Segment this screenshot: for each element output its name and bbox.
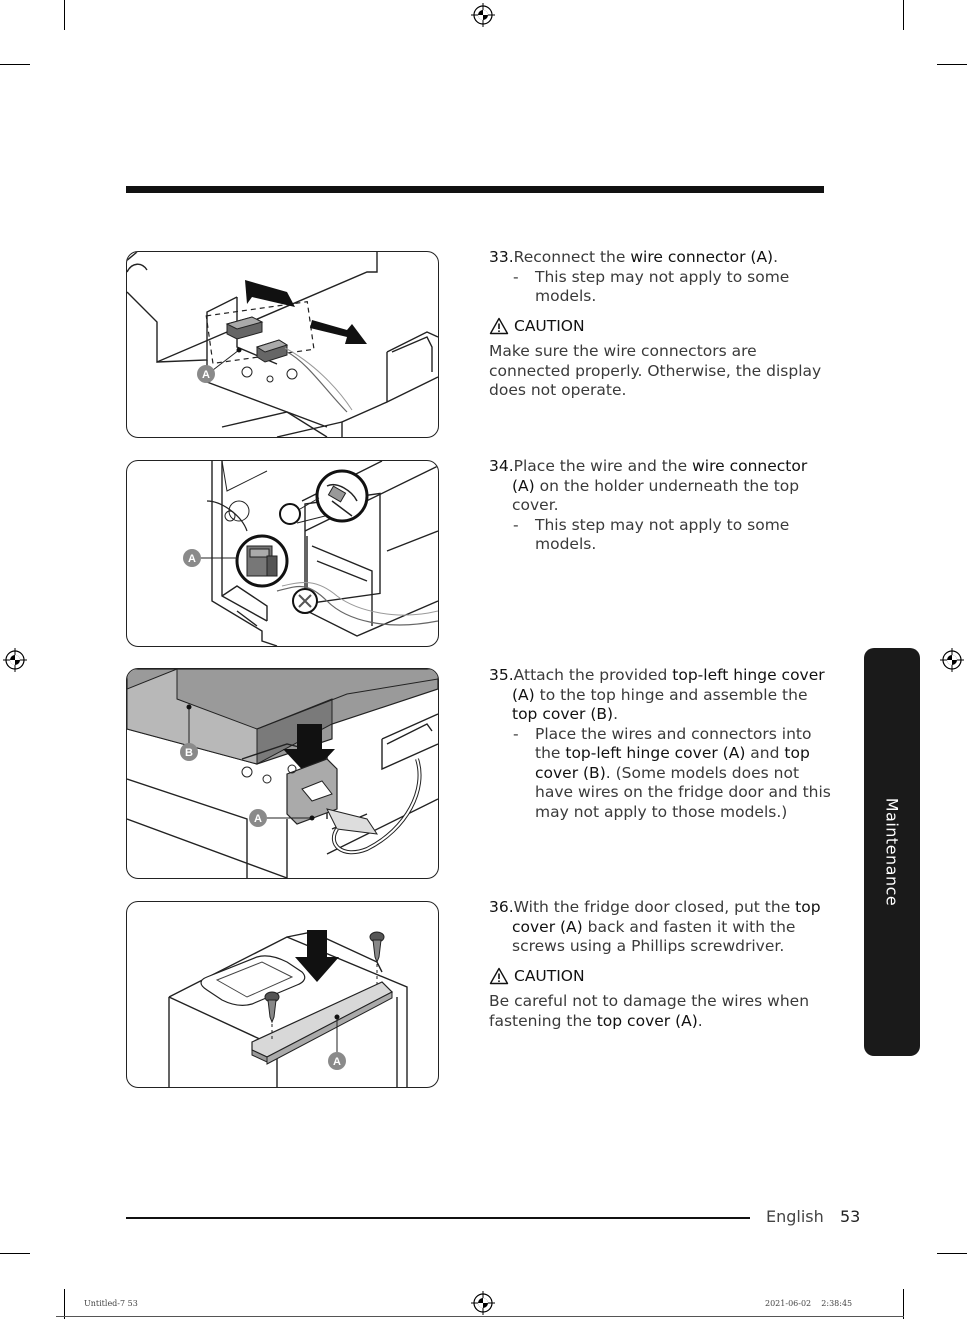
crop-mark <box>937 1253 967 1254</box>
step-36 <box>489 898 834 1031</box>
caution-text: Make sure the wire connectors are connected properly. Otherwise, the display does not operate. <box>489 342 822 399</box>
figure-label: A <box>254 813 262 825</box>
figure-step-34 <box>126 460 439 647</box>
step-instruction: 36.With the fridge door closed, put the top cover (A) back and fasten it with the screws using a Phillips screwdriver. <box>489 898 821 955</box>
step-number: 33. <box>489 248 514 266</box>
crop-mark <box>64 0 65 30</box>
wire-connector-illustration <box>127 252 438 437</box>
term-highlight: top cover (B) <box>535 744 810 782</box>
registration-mark-icon <box>471 3 495 27</box>
step-note: - Place the wires and connectors into the top-left hinge cover (A) and top cover (B). (Some models does not have wires on the fridge door and this may not apply to those models.) <box>513 724 831 821</box>
term-highlight: top-left hinge cover (A) <box>512 666 825 704</box>
slug-line <box>56 1316 904 1317</box>
slug-right: 2021-06-02 2:38:45 <box>765 1299 853 1308</box>
step-number: 36. <box>489 898 514 916</box>
section-top-rule <box>126 186 824 193</box>
side-tab-label: Maintenance <box>882 797 902 907</box>
step-note: - This step may not apply to some models. <box>513 267 790 305</box>
holder-illustration <box>127 461 438 646</box>
screw-icon <box>370 932 384 962</box>
step-instruction: 34.Place the wire and the wire connector (A) on the holder underneath the top cover. <box>489 457 808 514</box>
footer-language: English <box>766 1207 824 1226</box>
term-highlight: top-left hinge cover (A) <box>565 744 746 762</box>
crop-mark <box>903 0 904 30</box>
screw-icon <box>265 992 279 1022</box>
top-cover-illustration <box>127 902 438 1087</box>
term-highlight: top cover (A) <box>512 898 821 936</box>
term-highlight: top cover (A) <box>596 1011 698 1030</box>
step-34 <box>489 457 834 555</box>
slug-left: Untitled-7 53 <box>84 1299 138 1308</box>
term-highlight: top cover (B) <box>512 705 614 723</box>
step-number: 34. <box>489 457 514 475</box>
figure-label: A <box>333 1056 341 1068</box>
step-number: 35. <box>489 666 514 684</box>
step-instruction: 33.Reconnect the wire connector (A). <box>489 248 779 266</box>
hinge-cover-illustration <box>127 669 438 878</box>
step-33 <box>489 248 834 401</box>
term-highlight: wire connector (A) <box>630 248 774 266</box>
crop-mark <box>0 1253 30 1254</box>
crop-mark <box>64 1289 65 1319</box>
crop-mark <box>903 1289 904 1319</box>
caution-heading: CAUTION <box>489 967 834 987</box>
caution-text: Be careful not to damage the wires when fastening the top cover (A). <box>489 992 810 1030</box>
term-highlight: wire connector (A) <box>512 457 808 495</box>
registration-mark-icon <box>471 1291 495 1315</box>
registration-mark-icon <box>940 648 964 672</box>
section-side-tab <box>864 648 920 1056</box>
figure-step-36 <box>126 901 439 1088</box>
page-number: 53 <box>840 1207 861 1226</box>
step-note: - This step may not apply to some models. <box>513 515 790 553</box>
step-35 <box>489 666 834 822</box>
crop-mark <box>0 64 30 65</box>
registration-mark-icon <box>3 648 27 672</box>
footer-rule <box>126 1217 750 1219</box>
figure-label: A <box>202 369 210 381</box>
figure-label: A <box>188 553 196 565</box>
step-instruction: 35.Attach the provided top-left hinge cover (A) to the top hinge and assemble the top cover (B). <box>489 666 825 723</box>
warning-triangle-icon <box>489 967 509 985</box>
figure-step-33 <box>126 251 439 438</box>
caution-heading: CAUTION <box>489 317 834 337</box>
figure-step-35 <box>126 668 439 879</box>
crop-mark <box>937 64 967 65</box>
figure-label: B <box>185 747 193 759</box>
warning-triangle-icon <box>489 317 509 335</box>
